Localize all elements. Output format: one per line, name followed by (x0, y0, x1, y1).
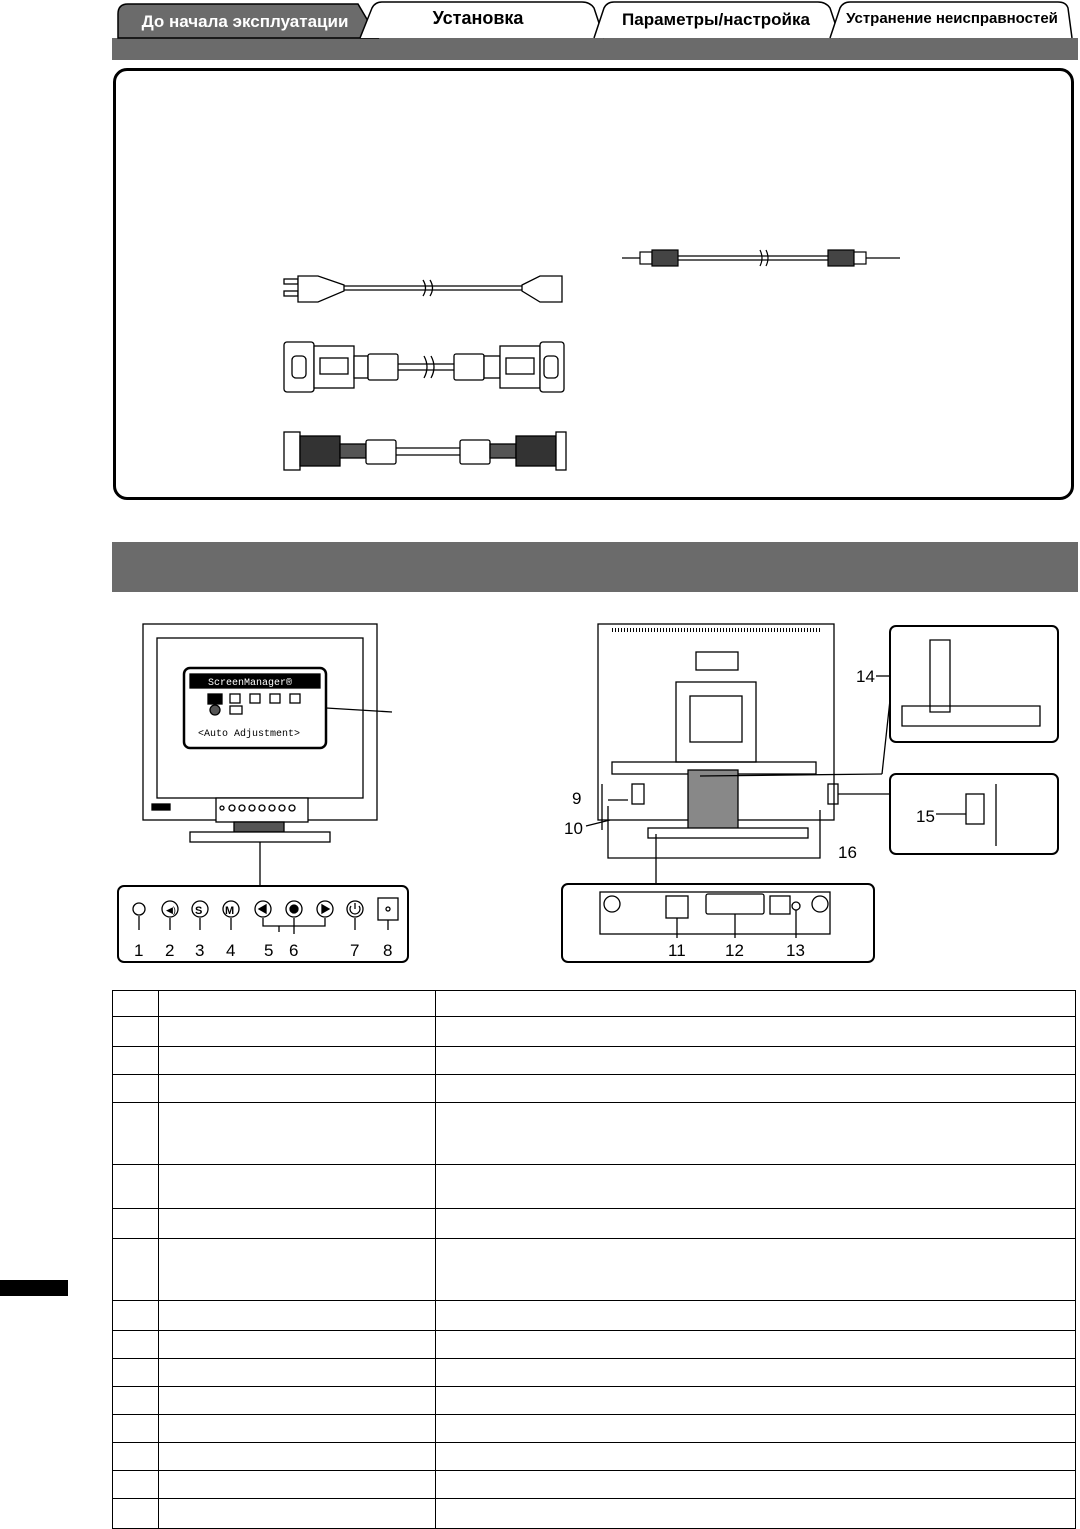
callout-10: 10 (564, 819, 583, 838)
table-cell (436, 1017, 1076, 1047)
table-cell (436, 1047, 1076, 1075)
table-cell (436, 1471, 1076, 1499)
table-cell (159, 991, 436, 1017)
cable-illustrations (0, 0, 1080, 520)
table-row (113, 1471, 1076, 1499)
table-cell (113, 1047, 159, 1075)
table-cell (113, 1387, 159, 1415)
table-row (113, 1017, 1076, 1047)
security-lock-inset (838, 774, 1058, 854)
table-cell (113, 1239, 159, 1301)
table-cell (159, 1443, 436, 1471)
table-cell (159, 1047, 436, 1075)
table-row (113, 1301, 1076, 1331)
table-cell (113, 991, 159, 1017)
table-cell (436, 1239, 1076, 1301)
tab-settings[interactable]: Параметры/настройка (622, 10, 810, 29)
monitor-rear-view (598, 624, 838, 858)
callout-11: 11 (668, 941, 686, 960)
table-cell (436, 1499, 1076, 1529)
side-language-tab (0, 1280, 68, 1296)
table-cell (436, 1165, 1076, 1209)
table-row (113, 1387, 1076, 1415)
table-cell (436, 1415, 1076, 1443)
table-cell (159, 1165, 436, 1209)
table-cell (436, 1331, 1076, 1359)
callout-16: 16 (838, 843, 857, 862)
callout-7: 7 (350, 941, 360, 960)
table-row (113, 1359, 1076, 1387)
table-cell (113, 1165, 159, 1209)
callout-6: 6 (289, 941, 299, 960)
svg-text:S: S (195, 905, 203, 917)
table-cell (159, 1499, 436, 1529)
front-button-panel (118, 886, 408, 962)
table-row (113, 1331, 1076, 1359)
monitor-front-view (143, 624, 392, 886)
callout-8: 8 (383, 941, 393, 960)
power-icon (347, 901, 363, 917)
callout-2: 2 (165, 941, 175, 960)
speaker-icon (162, 901, 178, 917)
table-cell (436, 1209, 1076, 1239)
screen-menu-footer: <Auto Adjustment> (198, 729, 301, 740)
table-cell (113, 1209, 159, 1239)
table-row (113, 1047, 1076, 1075)
table-cell (113, 1301, 159, 1331)
s-button-icon (192, 901, 208, 917)
table-cell (436, 1103, 1076, 1165)
table-cell (159, 1471, 436, 1499)
table-cell (159, 1387, 436, 1415)
manufacturer-logo (152, 804, 170, 810)
enter-icon (286, 901, 302, 917)
table-row (113, 1209, 1076, 1239)
table-cell (113, 1075, 159, 1103)
dvi-cable-icon (284, 342, 564, 392)
table-cell (436, 1359, 1076, 1387)
d-sub-cable-icon (284, 432, 566, 470)
table-cell (113, 1499, 159, 1529)
table-row (113, 1075, 1076, 1103)
m-button-icon (223, 901, 239, 917)
table-cell (113, 1415, 159, 1443)
callout-13: 13 (786, 941, 805, 960)
callout-1: 1 (134, 941, 144, 960)
table-row (113, 1103, 1076, 1165)
callout-5: 5 (264, 941, 274, 960)
table-cell (113, 1443, 159, 1471)
table-cell (436, 1075, 1076, 1103)
monitor-diagrams (0, 600, 1080, 980)
table-cell (436, 991, 1076, 1017)
tab-troubleshooting[interactable]: Устранение неисправностей (846, 9, 1058, 27)
screen-menu-title: ScreenManager® (208, 678, 293, 689)
table-row (113, 1415, 1076, 1443)
table-cell (159, 1301, 436, 1331)
table-row (113, 1239, 1076, 1301)
table-cell (113, 1331, 159, 1359)
table-row (113, 1443, 1076, 1471)
svg-text:M: M (225, 905, 235, 917)
table-cell (113, 1471, 159, 1499)
left-arrow-icon (255, 901, 271, 917)
right-arrow-icon (317, 901, 333, 917)
audio-cable-icon (622, 250, 900, 266)
connector-panel (562, 834, 874, 962)
tab-before-use[interactable]: До начала эксплуатации (141, 12, 349, 31)
section-header-bar (112, 542, 1078, 592)
table-row (113, 1165, 1076, 1209)
table-cell (113, 1103, 159, 1165)
table-cell (159, 1075, 436, 1103)
svg-text:◀): ◀) (166, 905, 176, 915)
callout-12: 12 (725, 941, 744, 960)
table-cell (159, 1209, 436, 1239)
table-cell (436, 1301, 1076, 1331)
table-row (113, 991, 1076, 1017)
callout-4: 4 (226, 941, 236, 960)
table-cell (159, 1331, 436, 1359)
callout-3: 3 (195, 941, 205, 960)
callout-14: 14 (856, 667, 875, 686)
table-row (113, 1499, 1076, 1529)
table-cell (159, 1415, 436, 1443)
table-cell (113, 1359, 159, 1387)
table-cell (113, 1017, 159, 1047)
power-cable-icon (284, 276, 562, 302)
table-cell (159, 1017, 436, 1047)
callout-15: 15 (916, 807, 935, 826)
table-cell (159, 1359, 436, 1387)
table-cell (159, 1239, 436, 1301)
table-cell (436, 1443, 1076, 1471)
callout-9: 9 (572, 789, 582, 808)
tab-installation[interactable]: Установка (432, 7, 524, 28)
parts-table (112, 990, 1076, 1529)
table-cell (159, 1103, 436, 1165)
table-cell (436, 1387, 1076, 1415)
